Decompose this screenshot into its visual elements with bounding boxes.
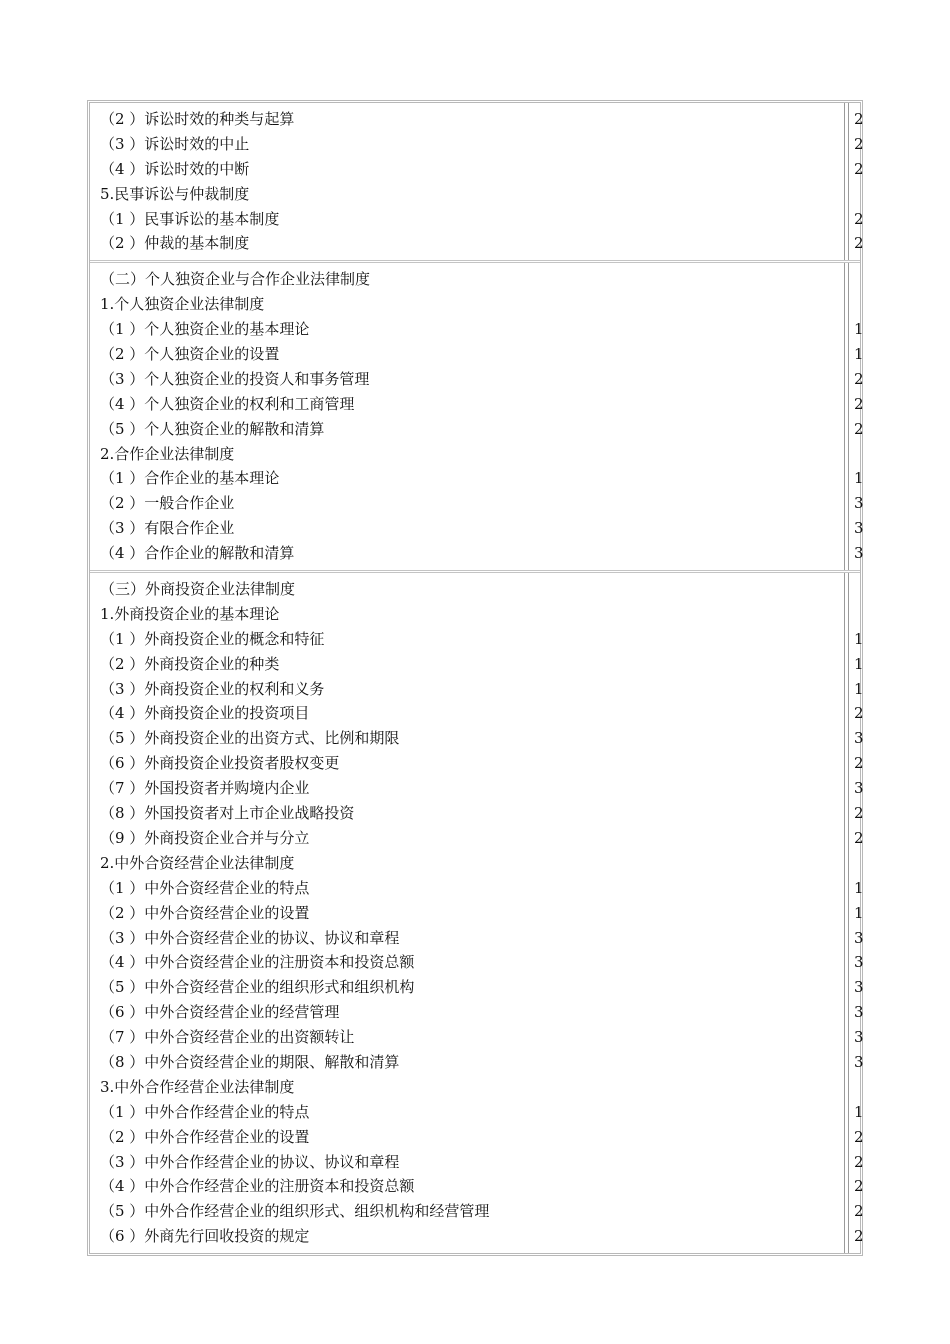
row-label: （三）外商投资企业法律制度 (100, 580, 296, 599)
table-row (90, 292, 860, 317)
syllabus-table (87, 100, 863, 1256)
row-label: （2 ）个人独资企业的设置 (100, 345, 280, 364)
row-label: 1.个人独资企业法律制度 (100, 295, 265, 314)
table-row (90, 442, 860, 467)
row-label: （1 ）中外合资经营企业的特点 (100, 878, 310, 897)
row-label: （8 ）外国投资者对上市企业战略投资 (100, 804, 355, 823)
table-row (90, 652, 864, 677)
table-row (90, 801, 864, 826)
row-value: 2 (854, 234, 864, 253)
row-label: （4 ）诉讼时效的中断 (100, 159, 250, 178)
row-label: （3 ）个人独资企业的投资人和事务管理 (100, 369, 370, 388)
table-row (90, 776, 864, 801)
row-value: 1 (854, 469, 864, 488)
row-value: 2 (854, 804, 864, 823)
row-value: 2 (854, 419, 864, 438)
table-row (90, 107, 864, 132)
row-label: （1 ）外商投资企业的概念和特征 (100, 629, 325, 648)
row-value: 2 (854, 828, 864, 847)
table-row (90, 1000, 864, 1025)
row-value: 2 (854, 1127, 864, 1146)
row-label: （8 ）中外合资经营企业的期限、解散和清算 (100, 1052, 400, 1071)
row-label: （6 ）外商投资企业投资者股权变更 (100, 754, 340, 773)
table-section (90, 260, 864, 570)
row-label: （5 ）中外合资经营企业的组织形式和组织机构 (100, 978, 415, 997)
table-row (90, 950, 864, 975)
row-value: 2 (854, 1202, 864, 1221)
table-row (90, 157, 864, 182)
row-label: （4 ）合作企业的解散和清算 (100, 544, 295, 563)
table-row (90, 417, 864, 442)
row-value: 2 (854, 704, 864, 723)
row-value: 2 (854, 110, 864, 128)
row-label: （4 ）个人独资企业的权利和工商管理 (100, 394, 355, 413)
table-row (90, 1199, 864, 1224)
table-row (90, 726, 864, 751)
table-row (90, 1174, 864, 1199)
row-value: 2 (854, 394, 864, 413)
row-value: 1 (854, 654, 864, 673)
row-value: 3 (854, 953, 864, 972)
row-value: 3 (854, 729, 864, 748)
table-row (90, 1125, 864, 1150)
row-value: 3 (854, 494, 864, 513)
table-row (90, 182, 860, 207)
row-label: （2 ）一般合作企业 (100, 494, 235, 513)
row-value: 1 (854, 1102, 864, 1121)
row-label: （1 ）合作企业的基本理论 (100, 469, 280, 488)
table-row (90, 627, 864, 652)
table-row (90, 267, 860, 292)
table-row (90, 516, 864, 541)
row-label: （1 ）民事诉讼的基本制度 (100, 209, 280, 228)
table-row (90, 466, 864, 491)
row-value: 1 (854, 679, 864, 698)
row-value: 1 (854, 629, 864, 648)
row-label: 3.中外合作经营企业法律制度 (100, 1077, 295, 1096)
row-label: 2.合作企业法律制度 (100, 444, 235, 463)
table-row (90, 901, 864, 926)
row-value: 3 (854, 544, 864, 563)
row-value: 3 (854, 519, 864, 538)
row-label: （2 ）中外合资经营企业的设置 (100, 903, 310, 922)
row-value: 2 (854, 1152, 864, 1171)
table-row (90, 1224, 864, 1249)
row-label: 5.民事诉讼与仲裁制度 (100, 184, 250, 203)
row-label: （6 ）中外合资经营企业的经营管理 (100, 1003, 340, 1022)
row-value: 2 (854, 159, 864, 178)
row-label: （二）个人独资企业与合作企业法律制度 (100, 270, 371, 289)
row-value: 3 (854, 779, 864, 798)
table-row (90, 876, 864, 901)
table-row (90, 926, 864, 951)
row-label: （5 ）个人独资企业的解散和清算 (100, 419, 325, 438)
table-row (90, 231, 864, 256)
row-value: 3 (854, 1003, 864, 1022)
row-value: 3 (854, 978, 864, 997)
row-label: （6 ）外商先行回收投资的规定 (100, 1227, 310, 1246)
row-value: 3 (854, 928, 864, 947)
table-row (90, 751, 864, 776)
table-row (90, 1075, 860, 1100)
table-row (90, 132, 864, 157)
table-row (90, 342, 864, 367)
table-row (90, 826, 864, 851)
table-row (90, 577, 860, 602)
row-value: 1 (854, 878, 864, 897)
row-label: （3 ）有限合作企业 (100, 519, 235, 538)
row-value: 1 (854, 903, 864, 922)
row-value: 2 (854, 134, 864, 153)
table-row (90, 1050, 864, 1075)
row-label: （4 ）外商投资企业的投资项目 (100, 704, 310, 723)
row-label: （3 ）中外合作经营企业的协议、协议和章程 (100, 1152, 400, 1171)
row-label: （3 ）诉讼时效的中止 (100, 134, 250, 153)
row-value: 1 (854, 345, 864, 364)
row-label: 1.外商投资企业的基本理论 (100, 604, 280, 623)
row-label: （3 ）外商投资企业的权利和义务 (100, 679, 325, 698)
row-value: 2 (854, 754, 864, 773)
table-row (90, 851, 860, 876)
row-value: 3 (854, 1028, 864, 1047)
row-label: 2.中外合资经营企业法律制度 (100, 853, 295, 872)
table-row (90, 677, 864, 702)
table-row (90, 317, 864, 342)
table-row (90, 1100, 864, 1125)
row-label: （1 ）个人独资企业的基本理论 (100, 320, 310, 339)
row-value: 2 (854, 209, 864, 228)
row-label: （4 ）中外合资经营企业的注册资本和投资总额 (100, 953, 415, 972)
table-section (90, 103, 864, 260)
row-label: （7 ）外国投资者并购境内企业 (100, 779, 310, 798)
table-row (90, 541, 864, 566)
table-row (90, 207, 864, 232)
table-row (90, 491, 864, 516)
row-value: 1 (854, 320, 864, 339)
row-label: （3 ）中外合资经营企业的协议、协议和章程 (100, 928, 400, 947)
row-value: 2 (854, 1227, 864, 1246)
row-label: （5 ）外商投资企业的出资方式、比例和期限 (100, 729, 400, 748)
table-row (90, 392, 864, 417)
table-row (90, 701, 864, 726)
row-label: （2 ）外商投资企业的种类 (100, 654, 280, 673)
row-label: （1 ）中外合作经营企业的特点 (100, 1102, 310, 1121)
table-row (90, 602, 860, 627)
table-row (90, 1025, 864, 1050)
table-section (90, 570, 864, 1253)
row-label: （2 ）诉讼时效的种类与起算 (100, 110, 295, 128)
row-value: 3 (854, 1052, 864, 1071)
row-label: （4 ）中外合作经营企业的注册资本和投资总额 (100, 1177, 415, 1196)
row-value: 2 (854, 1177, 864, 1196)
row-label: （2 ）中外合作经营企业的设置 (100, 1127, 310, 1146)
row-label: （2 ）仲裁的基本制度 (100, 234, 250, 253)
row-label: （7 ）中外合资经营企业的出资额转让 (100, 1028, 355, 1047)
row-label: （5 ）中外合作经营企业的组织形式、组织机构和经营管理 (100, 1202, 490, 1221)
row-label: （9 ）外商投资企业合并与分立 (100, 828, 310, 847)
row-value: 2 (854, 369, 864, 388)
table-row (90, 367, 864, 392)
table-row (90, 975, 864, 1000)
table-row (90, 1150, 864, 1175)
